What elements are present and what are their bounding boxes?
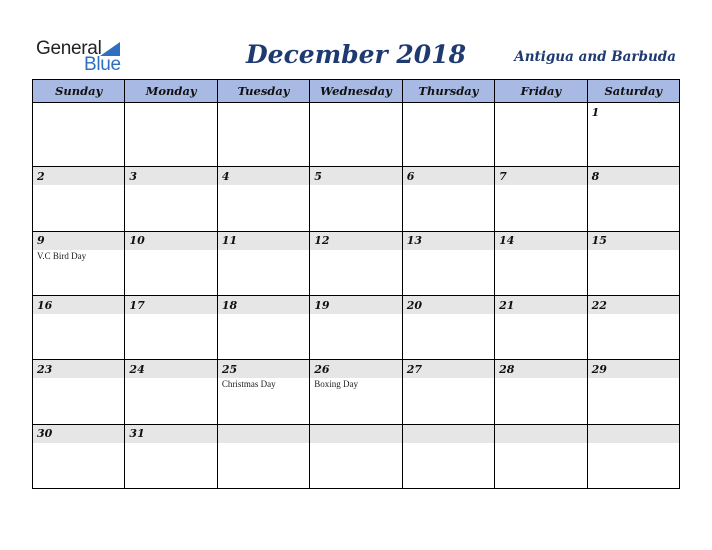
day-number <box>218 103 309 121</box>
day-number: 30 <box>33 425 124 443</box>
holiday-label: Christmas Day <box>221 379 276 390</box>
day-cell <box>33 103 125 167</box>
day-number: 24 <box>125 360 216 378</box>
day-number: 29 <box>588 360 679 378</box>
day-cell <box>218 232 310 296</box>
day-number: 26 <box>310 360 401 378</box>
day-number: 15 <box>588 232 679 250</box>
day-cell <box>495 425 587 489</box>
day-number: 13 <box>403 232 494 250</box>
day-number <box>125 103 216 121</box>
day-number: 5 <box>310 167 401 185</box>
day-cell <box>588 232 680 296</box>
day-cell <box>588 296 680 360</box>
day-number: 22 <box>588 296 679 314</box>
day-cell <box>310 232 402 296</box>
day-cell <box>403 360 495 424</box>
day-number: 18 <box>218 296 309 314</box>
holiday-label: Boxing Day <box>314 379 359 390</box>
weekday-header-saturday: Saturday <box>588 80 680 103</box>
day-cell <box>495 360 587 424</box>
day-number: 20 <box>403 296 494 314</box>
day-number <box>403 103 494 121</box>
day-number: 11 <box>218 232 309 250</box>
day-cell <box>310 103 402 167</box>
day-cell <box>125 103 217 167</box>
day-number: 21 <box>495 296 586 314</box>
logo-word-blue: Blue <box>84 54 121 75</box>
day-number <box>33 103 124 121</box>
day-number: 19 <box>310 296 401 314</box>
day-cell <box>218 360 310 424</box>
day-number: 2 <box>33 167 124 185</box>
day-cell <box>33 360 125 424</box>
day-number: 3 <box>125 167 216 185</box>
day-cell <box>33 232 125 296</box>
day-number: 27 <box>403 360 494 378</box>
day-number: 28 <box>495 360 586 378</box>
day-cell <box>588 425 680 489</box>
day-number: 16 <box>33 296 124 314</box>
day-cell <box>218 425 310 489</box>
day-number: 31 <box>125 425 216 443</box>
day-number <box>588 425 679 443</box>
day-cell <box>218 167 310 231</box>
day-number: 23 <box>33 360 124 378</box>
day-number <box>495 103 586 121</box>
day-cell <box>125 425 217 489</box>
calendar-title: December 2018 <box>245 40 466 69</box>
weekday-header-monday: Monday <box>125 80 217 103</box>
weekday-header-sunday: Sunday <box>33 80 125 103</box>
day-cell <box>588 360 680 424</box>
day-number: 9 <box>33 232 124 250</box>
day-cell <box>495 296 587 360</box>
country-name: Antigua and Barbuda <box>514 49 676 65</box>
day-cell <box>495 103 587 167</box>
day-number <box>218 425 309 443</box>
day-cell <box>125 296 217 360</box>
day-cell <box>588 167 680 231</box>
day-cell <box>495 232 587 296</box>
day-cell <box>495 167 587 231</box>
day-number <box>403 425 494 443</box>
day-cell <box>310 425 402 489</box>
day-number: 25 <box>218 360 309 378</box>
holiday-label: V.C Bird Day <box>37 250 87 261</box>
day-number: 8 <box>588 167 679 185</box>
day-number: 7 <box>495 167 586 185</box>
weekday-header-tuesday: Tuesday <box>218 80 310 103</box>
day-cell <box>403 425 495 489</box>
day-number: 4 <box>218 167 309 185</box>
day-cell <box>33 425 125 489</box>
day-number: 10 <box>125 232 216 250</box>
day-number: 1 <box>588 103 679 121</box>
logo-word-general: General <box>36 38 102 59</box>
day-cell <box>125 232 217 296</box>
day-number: 17 <box>125 296 216 314</box>
day-cell <box>310 167 402 231</box>
day-number: 6 <box>403 167 494 185</box>
day-number <box>310 103 401 121</box>
day-cell <box>403 103 495 167</box>
day-number: 14 <box>495 232 586 250</box>
day-cell <box>403 296 495 360</box>
day-number: 12 <box>310 232 401 250</box>
day-cell <box>403 167 495 231</box>
weekday-header-friday: Friday <box>495 80 587 103</box>
day-cell <box>33 167 125 231</box>
day-cell <box>310 360 402 424</box>
day-cell <box>588 103 680 167</box>
calendar-grid <box>32 79 680 489</box>
day-cell <box>403 232 495 296</box>
day-number <box>495 425 586 443</box>
weekday-header-thursday: Thursday <box>403 80 495 103</box>
day-cell <box>218 103 310 167</box>
day-cell <box>218 296 310 360</box>
day-number <box>310 425 401 443</box>
day-cell <box>125 360 217 424</box>
day-cell <box>310 296 402 360</box>
day-cell <box>33 296 125 360</box>
day-cell <box>125 167 217 231</box>
weekday-header-wednesday: Wednesday <box>310 80 402 103</box>
